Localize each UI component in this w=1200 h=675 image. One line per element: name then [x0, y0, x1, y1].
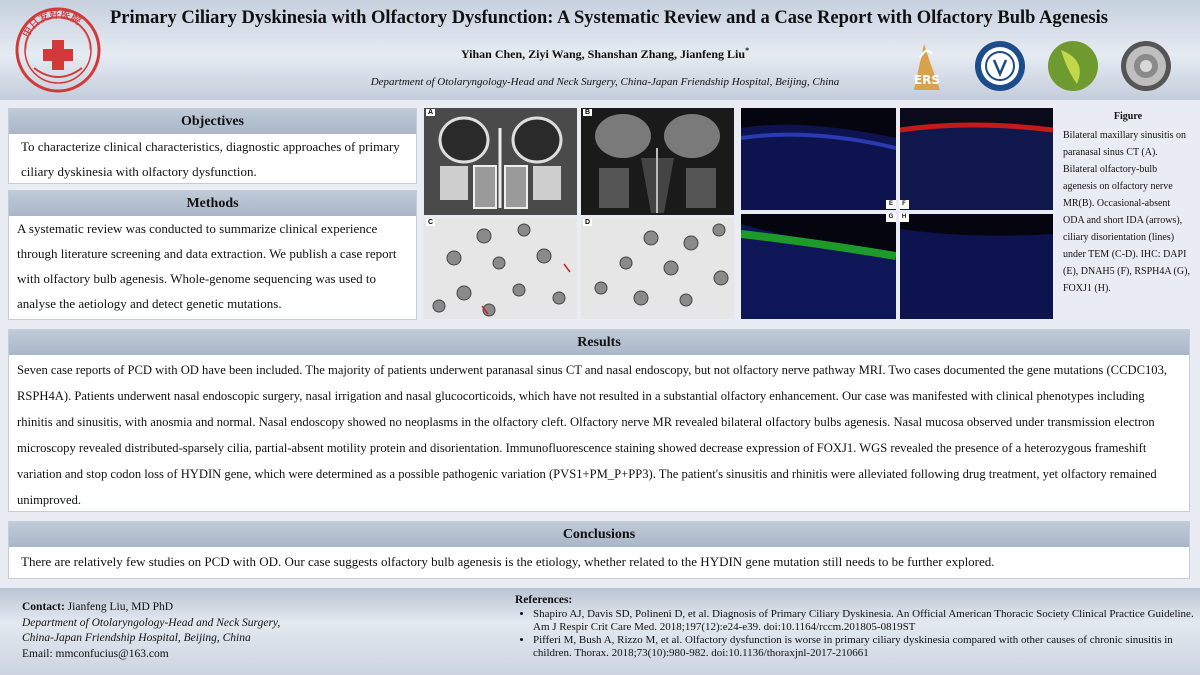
figure-panel-g [741, 214, 896, 319]
references-list [515, 608, 1195, 660]
poster-header [0, 0, 1200, 100]
figure-heading: Figure [1113, 111, 1143, 122]
conclusions-text: There are relatively few studies on PCD with OD. Our case suggests olfactory bulb agenesis is the etiology, whether related to the HYDIN gene mutation still needs to be further explored. [21, 554, 995, 569]
panel-label-d: D [585, 219, 591, 226]
ihc-foxj1-image [900, 214, 1053, 319]
results-text: Seven case reports of PCD with OD have been included. The majority of patients underwent paranasal sinus CT and nasal endoscopy, but not olfactory nerve pathway MRI. Two cases documented the gene mutations (CCDC103, RSPH4A). Patients underwent nasal endoscopic surgery, nasal irrigation and nasal glucocorticoids, which have not resulted in a substantial olfactory enhancement. Our case was manifested with clinical phenotypes including rhinitis and sinusitis, with anosmia and normal. Nasal endoscopy showed no neoplasms in the olfactory cleft. Olfactory nerve MR revealed bilateral olfactory bulbs agenesis. Nasal mucosa observed under transmission electron microscopy revealed distributed-sparsely cilia, partial-absent motility protein and disorientation. Immunofluorescence staining showed decrease expression of FOXJ1. WGS revealed the presence of a heterozygous frameshift variation and stop codon loss of HYDIN gene, which were determined as a possible pathogenic variation (PVS1+PM_P+PP3). The patient's sinusitis and rhinitis were alleviated following drug treatment, yet olfactory remained unimproved. [17, 363, 1168, 507]
figure-panel-h [900, 214, 1053, 319]
panel-label-a: A [428, 109, 434, 116]
ers-logo-icon [900, 40, 952, 92]
panel-label-c: C [428, 219, 434, 226]
references-heading: References: [515, 594, 573, 606]
poster-footer [0, 588, 1200, 675]
contact-email[interactable]: Email: mmconfucius@163.com [22, 647, 169, 660]
svg-text:ERS: ERS [913, 73, 941, 87]
hospital-logo-icon [14, 6, 102, 94]
mri-image [581, 108, 734, 215]
society-seal-icon [974, 40, 1026, 92]
conclusions-section [8, 521, 1190, 579]
methods-heading: Methods [9, 191, 416, 216]
contact-label: Contact: [22, 601, 65, 613]
methods-text: A systematic review was conducted to summarize clinical experience through literature screening and data extraction. We publish a case report with olfactory bulb agenesis. Whole-genome sequencing was used to analyse the aetiology and detect genetic mutations. [17, 221, 397, 311]
silver-seal-icon [1120, 40, 1172, 92]
reference-item: • Pifferi M, Bush A, Rizzo M, et al. Olfactory dysfunction is worse in primary ciliary dyskinesia compared with other causes of chronic sinusitis in children. Thorax. 2018;73(10):980-982. doi:10.1136/thoraxjnl-2017-210661 [533, 634, 1195, 660]
ihc-rsph4a-image [741, 214, 896, 319]
ihc-dnah5-image [900, 108, 1053, 210]
ct-scan-image [424, 108, 577, 215]
results-section [8, 329, 1190, 512]
contact-dept: Department of Otolaryngology-Head and Neck Surgery, [22, 616, 281, 629]
poster-title: Primary Ciliary Dyskinesia with Olfactory Dysfunction: A Systematic Review and a Case Report with Olfactory Bulb Agenesis [110, 8, 1108, 28]
panel-label-b: B [585, 109, 591, 116]
references-block [515, 594, 1195, 660]
panel-label-e: E [886, 200, 896, 209]
figure-panel-e [741, 108, 896, 210]
svg-text:中日友好医院: 中日友好医院 [21, 9, 83, 40]
poster-affiliation: Department of Otolaryngology-Head and Neck Surgery, China-Japan Friendship Hospital, Beijing, China [370, 76, 840, 88]
contact-name: Jianfeng Liu, MD PhD [67, 601, 174, 613]
objectives-text: To characterize clinical characteristics, diagnostic approaches of primary ciliary dyskinesia with olfactory dysfunction. [21, 139, 400, 179]
panel-label-g: G [886, 213, 896, 222]
objectives-section [8, 108, 417, 184]
panel-label-f: F [899, 200, 909, 209]
methods-section [8, 190, 417, 320]
tem-image-d [581, 218, 734, 319]
reference-item: • Shapiro AJ, Davis SD, Polineni D, et al. Diagnosis of Primary Ciliary Dyskinesia. An Official American Thoracic Society Clinical Practice Guideline. Am J Respir Crit Care Med. 2018;197(12):e24-e39. doi:10.1164/rccm.201805-0819ST [533, 608, 1195, 634]
results-heading: Results [9, 330, 1189, 355]
contact-hospital: China-Japan Friendship Hospital, Beijing, China [22, 632, 251, 644]
panel-label-h: H [899, 213, 909, 222]
figure-panel-b [581, 108, 734, 215]
figure-panel-f [900, 108, 1053, 210]
contact-block [22, 600, 492, 662]
green-leaf-logo-icon [1047, 40, 1099, 92]
figure-panel-c [424, 218, 577, 319]
figure-caption: Bilateral maxillary sinusitis on paranasal sinus CT (A). Bilateral olfactory-bulb agenesis on olfactory nerve MR(B). Occasional-absent ODA and short IDA (arrows), ciliary disorientation (lines) under TEM (C-D). IHC: DAPI (E), DNAH5 (F), RSPH4A (G), FOXJ1 (H). [1063, 130, 1190, 294]
tem-image-c [424, 218, 577, 319]
conclusions-heading: Conclusions [9, 522, 1189, 547]
figure-panel-a [424, 108, 577, 215]
objectives-heading: Objectives [9, 109, 416, 134]
figure-panel-d [581, 218, 734, 319]
poster-authors: Yihan Chen, Ziyi Wang, Shanshan Zhang, Jianfeng Liu* [460, 46, 750, 61]
figure-caption-block [1063, 108, 1193, 297]
ihc-dapi-image [741, 108, 896, 210]
